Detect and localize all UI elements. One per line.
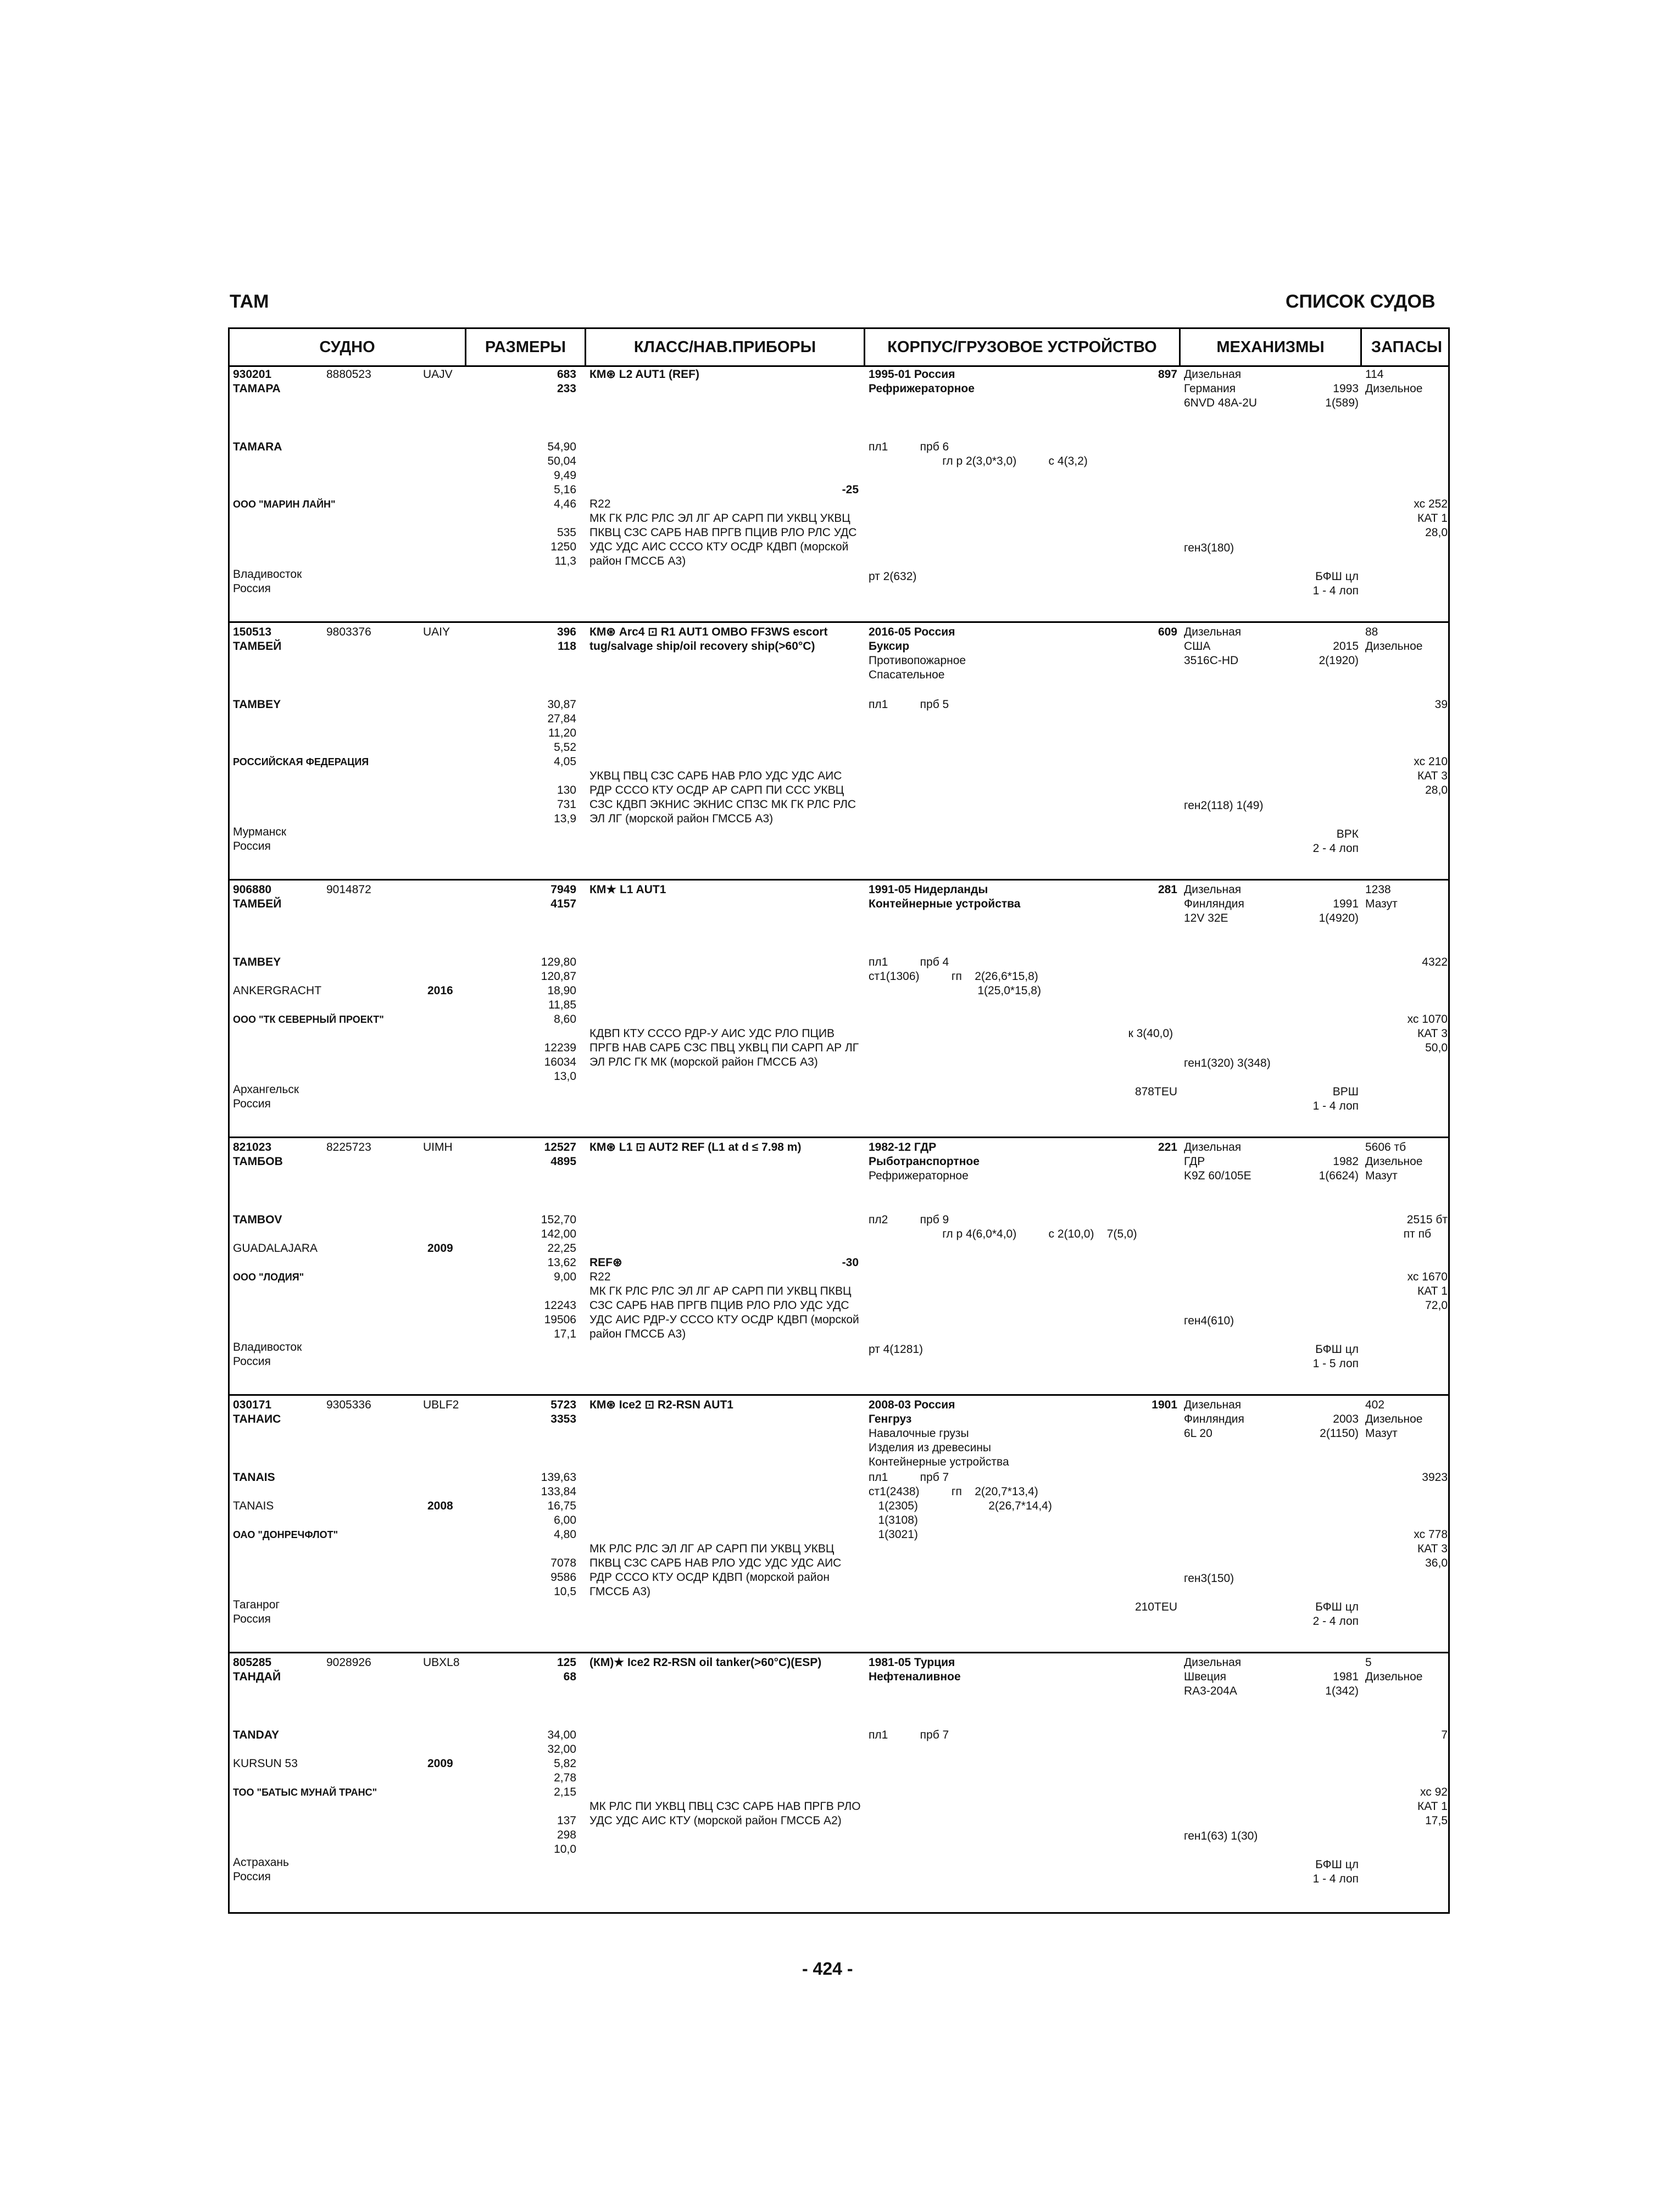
dimension-value: 19506 xyxy=(544,1313,576,1326)
ship-record xyxy=(230,365,1448,623)
build-year-country: 1982-12 ГДР xyxy=(869,1141,937,1154)
dimension-value: 10,0 xyxy=(554,1843,576,1856)
dimension-value: 298 xyxy=(557,1829,576,1841)
hull-detail: 1(2305) 2(26,7*14,4) xyxy=(869,1500,1052,1512)
supply-autonomy: 72,0 xyxy=(1425,1299,1448,1312)
dimension-value: 120,87 xyxy=(541,970,576,983)
supply-value: Мазут xyxy=(1365,898,1398,910)
ship-type: Изделия из древесины xyxy=(869,1441,992,1454)
hull-detail: 1(3021) xyxy=(869,1528,918,1541)
hull-detail: пл1 прб 4 xyxy=(869,956,949,968)
home-port: Владивосток xyxy=(233,568,302,581)
hull-detail: гл р 4(6,0*4,0) с 2(10,0) 7(5,0) xyxy=(869,1228,1137,1240)
engine-country: Германия xyxy=(1184,382,1236,395)
hull-detail: 1(25,0*15,8) xyxy=(869,984,1041,997)
ex-name: KURSUN 53 xyxy=(233,1757,298,1770)
supply-autonomy: 36,0 xyxy=(1425,1557,1448,1569)
supply-value: Дизельное xyxy=(1365,1155,1423,1168)
engine-country: Финляндия xyxy=(1184,1413,1244,1425)
dimension-value: 129,80 xyxy=(541,956,576,968)
dimension-value: 17,1 xyxy=(554,1328,576,1340)
callsign: UAIY xyxy=(423,626,450,638)
hull-detail: пл1 прб 7 xyxy=(869,1471,949,1484)
refrigerated-holds: рт 2(632) xyxy=(869,570,917,583)
dimension-value: 139,63 xyxy=(541,1471,576,1484)
ex-year: 2009 xyxy=(427,1757,453,1770)
dimension-value: 11,3 xyxy=(554,555,576,567)
build-year-country: 1995-01 Россия xyxy=(869,368,955,381)
engine-model: 6NVD 48A-2U xyxy=(1184,397,1258,409)
dimension-value: 9,49 xyxy=(554,469,576,482)
dimension-value: 27,84 xyxy=(547,712,576,725)
ship-name-ru: ТАНАИС xyxy=(233,1413,281,1425)
home-port: Мурманск xyxy=(233,826,287,838)
dimension-value: 12243 xyxy=(544,1299,576,1312)
dimension-value: 10,5 xyxy=(554,1585,576,1598)
ship-record xyxy=(230,1138,1448,1396)
supply-value: 114 xyxy=(1365,368,1384,381)
ref-temperature: -25 xyxy=(842,483,859,496)
engine-power: 2(1920) xyxy=(1319,654,1359,667)
dimension-value: 6,00 xyxy=(554,1514,576,1527)
home-port: Владивосток xyxy=(233,1341,302,1353)
record-id: 930201 xyxy=(233,368,272,381)
supply-autonomy: 50,0 xyxy=(1425,1041,1448,1054)
supply-value: Дизельное xyxy=(1365,382,1423,395)
engine-year: 2015 xyxy=(1333,640,1359,653)
ex-name: ANKERGRACHT xyxy=(233,984,322,997)
ship-type: Контейнерные устройства xyxy=(869,898,1021,910)
dimension-value: 133,84 xyxy=(541,1485,576,1498)
imo-number: 9014872 xyxy=(326,883,371,896)
ex-year: 2016 xyxy=(427,984,453,997)
record-id: 821023 xyxy=(233,1141,272,1154)
dimension-value: 9,00 xyxy=(554,1271,576,1283)
ship-type: Навалочные грузы xyxy=(869,1427,969,1440)
supply-autonomy: хс 1070 xyxy=(1407,1013,1448,1026)
ship-name-ru: ТАМБЕЙ xyxy=(233,640,282,653)
owner: ООО "ТК СЕВЕРНЫЙ ПРОЕКТ" xyxy=(233,1014,384,1025)
owner: ОАО "ДОНРЕЧФЛОТ" xyxy=(233,1529,338,1540)
engine-type: Дизельная xyxy=(1184,368,1242,381)
engine-type: Дизельная xyxy=(1184,883,1242,896)
nav-equipment: КДВП КТУ СССО РДР-У АИС УДС РЛО ПЦИВ ПРГВ НАВ САРБ СЗС ПВЦ УКВЦ ПИ САРП АР ЛГ ЭЛ РЛС ГК МК (морской район ГМССБ А3) xyxy=(589,1027,859,1068)
supply-value: 402 xyxy=(1365,1399,1385,1411)
build-year-country: 2016-05 Россия xyxy=(869,626,955,638)
header-left: ТАМ xyxy=(230,291,269,312)
home-port: Архангельск xyxy=(233,1083,299,1096)
header-right: СПИСОК СУДОВ xyxy=(1286,291,1436,312)
dimension-value: 13,0 xyxy=(554,1070,576,1083)
dimension-value: 32,00 xyxy=(547,1743,576,1756)
supply-value: 5 xyxy=(1365,1656,1372,1669)
tonnage-net: 68 xyxy=(563,1670,576,1683)
class-notation-extra: tug/salvage ship/oil recovery ship(>60°C) xyxy=(589,640,815,653)
supply-value: 1238 xyxy=(1365,883,1391,896)
engine-country: США xyxy=(1184,640,1211,653)
supply-autonomy: КАТ 3 xyxy=(1417,770,1448,782)
class-notation: КМ⊛ L2 AUT1 (REF) xyxy=(589,368,699,381)
supply-water: 39 xyxy=(1434,698,1448,711)
refrigerated-holds: рт 4(1281) xyxy=(869,1343,924,1356)
dimension-value: 12239 xyxy=(544,1041,576,1054)
generators: ген1(63) 1(30) xyxy=(1184,1830,1258,1842)
hull-detail: пл2 прб 9 xyxy=(869,1213,949,1226)
build-year-country: 1991-05 Нидерланды xyxy=(869,883,988,896)
flag: Россия xyxy=(233,1098,271,1110)
supply-autonomy: КАТ 1 xyxy=(1417,1800,1448,1813)
engine-power: 2(1150) xyxy=(1320,1427,1359,1440)
dimension-value: 2,15 xyxy=(554,1786,576,1798)
dimension-value: 142,00 xyxy=(541,1228,576,1240)
tonnage-gross: 12527 xyxy=(544,1141,576,1154)
class-notation: КМ⊛ Arc4 ⊡ R1 AUT1 OMBO FF3WS escort xyxy=(589,626,828,638)
engine-country: Финляндия xyxy=(1184,898,1244,910)
callsign: UBLF2 xyxy=(423,1399,459,1411)
engine-type: Дизельная xyxy=(1184,1656,1242,1669)
ship-name-ru: ТАМБЕЙ xyxy=(233,898,282,910)
ex-year: 2009 xyxy=(427,1242,453,1255)
engine-model: 12V 32E xyxy=(1184,912,1228,924)
dimension-value: 5,52 xyxy=(554,741,576,754)
engine-year: 1991 xyxy=(1333,898,1359,910)
tonnage-net: 4157 xyxy=(550,898,576,910)
supply-autonomy: 17,5 xyxy=(1425,1814,1448,1827)
flag: Россия xyxy=(233,840,271,853)
dimension-value: 2,78 xyxy=(554,1772,576,1784)
dimension-value: 34,00 xyxy=(547,1729,576,1741)
tonnage-net: 233 xyxy=(557,382,576,395)
home-port: Таганрог xyxy=(233,1598,280,1611)
supply-water-type: пт пб xyxy=(1403,1228,1431,1240)
class-notation-ref: REF⊛ xyxy=(589,1256,622,1269)
dimension-value: 9586 xyxy=(550,1571,576,1584)
ship-record xyxy=(230,881,1448,1138)
dimension-value: 535 xyxy=(557,526,576,539)
dimension-value: 7078 xyxy=(550,1557,576,1569)
generators: ген4(610) xyxy=(1184,1314,1234,1327)
engine-type: Дизельная xyxy=(1184,626,1242,638)
record-id: 150513 xyxy=(233,626,272,638)
ship-name-en: TANDAY xyxy=(233,1729,280,1741)
dimension-value: 1250 xyxy=(550,541,576,553)
nav-equipment: МК РЛС РЛС ЭЛ ЛГ АР САРП ПИ УКВЦ УКВЦ ПКВЦ СЗС САРБ НАВ РЛО УДС УДС УДС АИС РДР СССО КТУ ОСДР КДВП (морской район ГМССБ А3) xyxy=(589,1542,842,1598)
dimension-value: 22,25 xyxy=(547,1242,576,1255)
supply-water: 2515 бт xyxy=(1406,1213,1448,1226)
col-machinery: МЕХАНИЗМЫ xyxy=(1181,329,1362,365)
propeller-blades: 1 - 5 лоп xyxy=(1312,1357,1359,1370)
owner: ООО "ЛОДИЯ" xyxy=(233,1272,304,1283)
yard-number: 221 xyxy=(1158,1141,1177,1154)
ship-record xyxy=(230,1653,1448,1912)
col-class: КЛАСС/НАВ.ПРИБОРЫ xyxy=(586,329,865,365)
engine-country: ГДР xyxy=(1184,1155,1205,1168)
ex-year: 2008 xyxy=(427,1500,453,1512)
yard-number: 897 xyxy=(1158,368,1177,381)
page-number: - 424 - xyxy=(802,1959,853,1979)
propeller-blades: 2 - 4 лоп xyxy=(1312,842,1359,855)
class-notation: (КМ)★ Ice2 R2-RSN oil tanker(>60°C)(ESP) xyxy=(589,1656,822,1669)
generators: ген3(150) xyxy=(1184,1572,1234,1585)
supply-value: Дизельное xyxy=(1365,640,1423,653)
owner: РОССИЙСКАЯ ФЕДЕРАЦИЯ xyxy=(233,756,369,767)
supply-value: Мазут xyxy=(1365,1427,1398,1440)
propeller-blades: 1 - 4 лоп xyxy=(1312,584,1359,597)
generators: ген1(320) 3(348) xyxy=(1184,1057,1271,1069)
ship-type: Рефрижераторное xyxy=(869,1169,969,1182)
build-year-country: 1981-05 Турция xyxy=(869,1656,955,1669)
dimension-value: 137 xyxy=(557,1814,576,1827)
imo-number: 9305336 xyxy=(326,1399,371,1411)
ship-name-ru: ТАМБОВ xyxy=(233,1155,283,1168)
tonnage-net: 3353 xyxy=(550,1413,576,1425)
engine-type: Дизельная xyxy=(1184,1399,1242,1411)
supply-water: 3923 xyxy=(1422,1471,1448,1484)
generators: ген3(180) xyxy=(1184,542,1234,554)
dimension-value: 731 xyxy=(557,798,576,811)
propeller-type: ВРШ xyxy=(1332,1085,1359,1098)
table-header xyxy=(230,329,1448,367)
tonnage-gross: 5723 xyxy=(550,1399,576,1411)
supply-autonomy: КАТ 1 xyxy=(1417,512,1448,525)
dimension-value: 16,75 xyxy=(547,1500,576,1512)
imo-number: 8225723 xyxy=(326,1141,371,1154)
refrigerant: R22 xyxy=(589,1271,611,1283)
ship-type: Противопожарное xyxy=(869,654,966,667)
dimension-value: 11,85 xyxy=(548,999,576,1011)
teu-capacity: 878TEU xyxy=(1134,1085,1177,1098)
col-ship: СУДНО xyxy=(230,329,466,365)
ship-table xyxy=(228,327,1450,1914)
dimension-value: 5,82 xyxy=(554,1757,576,1770)
supply-autonomy: хс 210 xyxy=(1414,755,1448,768)
propeller-type: БФШ цл xyxy=(1315,1858,1359,1871)
hull-detail: гл р 2(3,0*3,0) с 4(3,2) xyxy=(869,455,1088,467)
engine-model: 6L 20 xyxy=(1184,1427,1212,1440)
ex-name: TANAIS xyxy=(233,1500,274,1512)
col-hull: КОРПУС/ГРУЗОВОЕ УСТРОЙСТВО xyxy=(865,329,1181,365)
engine-year: 2003 xyxy=(1333,1413,1359,1425)
tonnage-gross: 683 xyxy=(557,368,576,381)
col-dimensions: РАЗМЕРЫ xyxy=(466,329,586,365)
hull-detail: пл1 прб 6 xyxy=(869,441,949,453)
callsign: UIMH xyxy=(423,1141,453,1154)
engine-year: 1993 xyxy=(1333,382,1359,395)
ship-type: Рыботранспортное xyxy=(869,1155,980,1168)
tonnage-net: 118 xyxy=(558,640,576,653)
flag: Россия xyxy=(233,582,271,595)
propeller-type: БФШ цл xyxy=(1315,570,1359,583)
ship-name-en: TANAIS xyxy=(233,1471,275,1484)
supply-value: 5606 тб xyxy=(1365,1141,1406,1154)
nav-equipment: УКВЦ ПВЦ СЗС САРБ НАВ РЛО УДС УДС АИС РДР СССО КТУ ОСДР АР САРП ПИ ССС УКВЦ СЗС КДВП ЭКНИС ЭКНИС СПЗС МК ГК РЛС РЛС ЭЛ ЛГ (морской район ГМССБ А3) xyxy=(589,770,856,825)
supply-value: Дизельное xyxy=(1365,1413,1423,1425)
engine-type: Дизельная xyxy=(1184,1141,1242,1154)
tonnage-gross: 7949 xyxy=(550,883,576,896)
owner: ООО "МАРИН ЛАЙН" xyxy=(233,499,336,510)
propeller-blades: 2 - 4 лоп xyxy=(1312,1615,1359,1628)
propeller-type: БФШ цл xyxy=(1315,1601,1359,1613)
dimension-value: 4,46 xyxy=(554,498,576,510)
ship-record xyxy=(230,623,1448,881)
yard-number: 1901 xyxy=(1151,1399,1177,1411)
imo-number: 9803376 xyxy=(326,626,371,638)
ship-type: Буксир xyxy=(869,640,910,653)
supply-autonomy: хс 1670 xyxy=(1407,1271,1448,1283)
ship-type: Контейнерные устройства xyxy=(869,1456,1009,1468)
supply-autonomy: хс 778 xyxy=(1414,1528,1448,1541)
engine-year: 1982 xyxy=(1333,1155,1359,1168)
dimension-value: 5,16 xyxy=(554,483,576,496)
ship-name-ru: ТАНДАЙ xyxy=(233,1670,281,1683)
col-supplies: ЗАПАСЫ xyxy=(1371,338,1443,356)
engine-power: 1(6624) xyxy=(1319,1169,1359,1182)
flag: Россия xyxy=(233,1613,271,1625)
supply-autonomy: КАТ 1 xyxy=(1417,1285,1448,1297)
dimension-value: 152,70 xyxy=(541,1213,576,1226)
propeller-type: БФШ цл xyxy=(1315,1343,1359,1356)
hull-detail: к 3(40,0) xyxy=(869,1027,1173,1040)
ex-name: GUADALAJARA xyxy=(233,1242,318,1255)
dimension-value: 4,05 xyxy=(554,755,576,768)
hull-detail: пл1 прб 5 xyxy=(869,698,949,711)
nav-equipment: МК ГК РЛС РЛС ЭЛ ЛГ АР САРП ПИ УКВЦ ПКВЦ СЗС САРБ НАВ ПРГВ ПЦИВ РЛО РЛО УДС УДС УДС АИС РДР-У СССО КТУ ОСДР КДВП (морской район ГМССБ А3) xyxy=(589,1285,859,1340)
engine-power: 1(342) xyxy=(1325,1685,1359,1697)
flag: Россия xyxy=(233,1355,271,1368)
generators: ген2(118) 1(49) xyxy=(1184,799,1264,812)
callsign: UBXL8 xyxy=(423,1656,460,1669)
dimension-value: 18,90 xyxy=(547,984,576,997)
engine-model: K9Z 60/105E xyxy=(1184,1169,1251,1182)
supply-autonomy: хс 252 xyxy=(1414,498,1448,510)
ship-name-ru: ТАМАРА xyxy=(233,382,281,395)
yard-number: 281 xyxy=(1158,883,1177,896)
hull-detail: 1(3108) xyxy=(869,1514,918,1527)
record-id: 030171 xyxy=(233,1399,272,1411)
engine-model: RA3-204A xyxy=(1184,1685,1237,1697)
ship-name-en: TAMBEY xyxy=(233,698,281,711)
dimension-value: 30,87 xyxy=(547,698,576,711)
refrigerant: R22 xyxy=(589,498,611,510)
ship-type: Генгруз xyxy=(869,1413,912,1425)
imo-number: 9028926 xyxy=(326,1656,371,1669)
callsign: UAJV xyxy=(423,368,453,381)
supply-autonomy: КАТ 3 xyxy=(1417,1542,1448,1555)
engine-model: 3516C-HD xyxy=(1184,654,1239,667)
engine-country: Швеция xyxy=(1184,1670,1226,1683)
home-port: Астрахань xyxy=(233,1856,289,1869)
supply-autonomy: хс 92 xyxy=(1420,1786,1448,1798)
class-notation: КМ⊛ Ice2 ⊡ R2-RSN AUT1 xyxy=(589,1399,733,1411)
engine-year: 1981 xyxy=(1333,1670,1359,1683)
dimension-value: 11,20 xyxy=(548,727,576,739)
supply-value: 88 xyxy=(1365,626,1378,638)
propeller-blades: 1 - 4 лоп xyxy=(1312,1100,1359,1112)
propeller-blades: 1 - 4 лоп xyxy=(1312,1873,1359,1885)
hull-detail: ст1(2438) гп 2(20,7*13,4) xyxy=(869,1485,1038,1498)
propeller-type: ВРК xyxy=(1336,828,1359,840)
dimension-value: 13,9 xyxy=(554,812,576,825)
class-notation: КМ★ L1 AUT1 xyxy=(589,883,666,896)
ship-type: Спасательное xyxy=(869,669,945,681)
supply-water: 7 xyxy=(1441,1729,1448,1741)
supply-autonomy: 28,0 xyxy=(1425,784,1448,796)
dimension-value: 13,62 xyxy=(547,1256,576,1269)
hull-detail: пл1 прб 7 xyxy=(869,1729,949,1741)
dimension-value: 4,80 xyxy=(554,1528,576,1541)
yard-number: 609 xyxy=(1158,626,1177,638)
teu-capacity: 210TEU xyxy=(1134,1601,1177,1613)
tonnage-net: 4895 xyxy=(550,1155,576,1168)
ref-temperature: -30 xyxy=(842,1256,859,1269)
ship-type: Нефтеналивное xyxy=(869,1670,961,1683)
dimension-value: 54,90 xyxy=(547,441,576,453)
ship-name-en: TAMBOV xyxy=(233,1213,282,1226)
ship-name-en: TAMARA xyxy=(233,441,282,453)
supply-autonomy: КАТ 3 xyxy=(1417,1027,1448,1040)
nav-equipment: МК ГК РЛС РЛС ЭЛ ЛГ АР САРП ПИ УКВЦ УКВЦ ПКВЦ СЗС САРБ НАВ ПРГВ ПЦИВ РЛО РЛС УДС УДС УДС АИС СССО КТУ ОСДР КДВП (морской район ГМССБ А3) xyxy=(589,512,857,567)
build-year-country: 2008-03 Россия xyxy=(869,1399,955,1411)
engine-power: 1(589) xyxy=(1325,397,1359,409)
imo-number: 8880523 xyxy=(326,368,371,381)
nav-equipment: МК РЛС ПИ УКВЦ ПВЦ СЗС САРБ НАВ ПРГВ РЛО УДС УДС АИС КТУ (морской район ГМССБ А2) xyxy=(589,1800,861,1827)
ship-record xyxy=(230,1396,1448,1653)
engine-power: 1(4920) xyxy=(1319,912,1359,924)
dimension-value: 130 xyxy=(557,784,576,796)
record-id: 906880 xyxy=(233,883,272,896)
supply-water: 4322 xyxy=(1422,956,1448,968)
flag: Россия xyxy=(233,1870,271,1883)
owner: ТОО "БАТЫС МУНАЙ ТРАНС" xyxy=(233,1787,377,1798)
supply-value: Мазут xyxy=(1365,1169,1398,1182)
hull-detail: ст1(1306) гп 2(26,6*15,8) xyxy=(869,970,1038,983)
dimension-value: 50,04 xyxy=(547,455,576,467)
ship-type: Рефрижераторное xyxy=(869,382,975,395)
class-notation: КМ⊛ L1 ⊡ AUT2 REF (L1 at d ≤ 7.98 m) xyxy=(589,1141,802,1154)
supply-value: Дизельное xyxy=(1365,1670,1423,1683)
tonnage-gross: 125 xyxy=(557,1656,576,1669)
dimension-value: 8,60 xyxy=(554,1013,576,1026)
ship-name-en: TAMBEY xyxy=(233,956,281,968)
record-id: 805285 xyxy=(233,1656,272,1669)
supply-autonomy: 28,0 xyxy=(1425,526,1448,539)
tonnage-gross: 396 xyxy=(557,626,576,638)
dimension-value: 16034 xyxy=(544,1056,576,1068)
